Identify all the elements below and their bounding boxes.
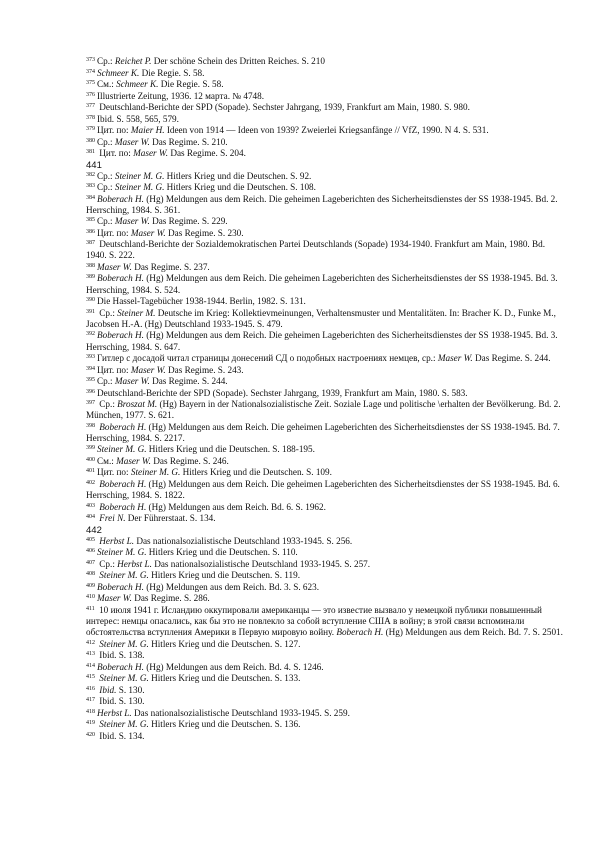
footnote-text: Hitlers Krieg und die Deutschen. S. 188-195. [146,444,315,455]
footnote-author: Steiner M. G. [114,182,165,192]
footnote-text: Ср.: [97,136,115,147]
footnote-text: Die Regie. S. 58. [158,79,224,89]
footnote-text: Das Regime. S. 204. [168,148,246,158]
footnote-author: Reichet P. [114,56,152,66]
footnote [86,593,564,604]
footnote [86,365,564,376]
footnote-number: 381 [86,149,95,155]
footnote-text: Hitlers Krieg und die Deutschen. S. 133. [148,673,301,684]
footnote [86,696,564,707]
footnote-text: Ср.: [97,307,118,318]
footnote-number: 399 [86,445,95,452]
footnote-author: Steiner M. G. [99,673,149,684]
footnote-number: 387 [86,240,95,247]
footnote [86,216,564,227]
footnote [86,194,564,216]
footnote [86,444,564,455]
footnote-author: Herbst L. [99,535,135,546]
footnote [86,650,564,661]
footnote-text: Ср.: [97,216,115,227]
footnote-number: 410 [86,594,95,601]
footnote-number: 389 [86,274,95,281]
footnote-text: (Hg) Bayern in der Nationalsozialistische Zeit. Soziale Lage und politische \erhalten der Bevölkerung. Bd. 2. München, 1977. S. 621. [86,399,561,421]
footnote-number: 386 [86,228,95,235]
footnote-author: Boberach H. [99,478,147,489]
footnote-text: Hitlers Krieg und die Deutschen. S. 127. [148,638,301,649]
footnote-text: (Hg) Meldungen aus dem Reich. Die geheimen Lageberichten des Sicherheitsdienstes der SS 1938-1945. Bd. 6. Herrsching, 1984. S. 1822. [86,478,560,501]
footnote [86,125,564,136]
footnote-author: Herbst L. [117,558,152,569]
footnote [86,719,564,730]
footnote-text: Das Regime. S. 244. [149,376,228,387]
footnote-author: Maser W. [97,261,132,272]
footnote-number: 379 [86,126,95,132]
footnote-number: 380 [86,137,95,144]
footnote-author: Steiner M. G. [97,444,147,455]
footnote-author: Maser W. [114,136,150,147]
footnote [86,467,564,478]
footnote-text: Das nationalsozialistische Deutschland 1933-1945. S. 259. [131,707,350,718]
footnote-text: Hitlers Krieg und die Deutschen. S. 108. [164,182,316,192]
footnote-text: Deutschland-Berichte der Sozialdemokratischen Partei Deutschlands (Sopade) 1934-1940. Frankfurt am Main, 1980. Bd. 1940. S. 222. [86,239,546,261]
footnote-author: Boberach H. [97,581,144,592]
footnote-text: См.: [97,79,117,89]
footnote-author: Boberach H. [97,273,144,284]
footnote-number: 407 [86,559,95,566]
footnote-author: Steiner M. G. [99,719,149,730]
footnote-text: Das Regime. S. 229. [149,216,228,227]
footnote-author: Maser W. [116,455,151,466]
footnote [86,102,564,113]
footnote-number: 391 [86,308,95,315]
footnote [86,513,564,524]
footnote-text: Das Regime. S. 286. [131,593,210,604]
footnote [86,228,564,239]
footnote-author: Boberach H. [99,421,147,432]
footnote-text: (Hg) Meldungen aus dem Reich. Bd. 6. S. 1962. [146,501,326,512]
footnote-number: 420 [86,731,95,738]
footnote [86,79,564,90]
footnote-number: 400 [86,456,95,463]
footnote-text: Ibid. S. 134. [97,730,145,741]
footnote-text: (Hg) Meldungen aus dem Reich. Die geheimen Lageberichten des Sicherheitsdienstes der SS 1938-1945. Bd. 2. Herrsching, 1984. S. 361. [86,193,558,215]
footnote-author: Boberach H. [97,661,144,672]
footnote-number: 374 [86,68,95,75]
footnote-author: Maser W. [437,353,473,364]
footnote-author: Schmeer K. [116,79,159,89]
footnote-number: 392 [86,331,95,338]
footnote-text: Das nationalsozialistische Deutschland 1933-1945. S. 256. [134,535,353,546]
footnote-text: Ср.: [97,376,115,387]
footnote-number: 402 [86,479,95,486]
footnote [86,570,564,581]
footnote [86,536,564,547]
footnote [86,605,564,639]
footnote-number: 385 [86,217,95,224]
footnote-text: Das Regime. S. 230. [165,227,244,238]
footnote [86,262,564,273]
footnote-author: Maser W. [133,148,169,158]
footnote-text: Die Hassel-Tagebücher 1938-1944. Berlin, 1982. S. 131. [97,296,306,307]
footnote [86,56,564,67]
footnote-number: 373 [86,57,95,63]
footnote [86,330,564,352]
footnote-text: Hitlers Krieg und die Deutschen. S. 109. [180,467,332,478]
footnote-text: Das nationalsozialistische Deutschland 1933-1945. S. 257. [151,558,371,569]
footnote-number: 396 [86,388,95,395]
footnote-number: 405 [86,536,95,543]
footnote [86,685,564,696]
footnote-author: Maser W. [114,376,150,387]
footnote [86,68,564,79]
footnote-text: 10 июля 1941 г. Исландию оккупировали американцы — это известие вызвало у немецкой публики повышенный интерес: немцы опасались, как бы это не повлекло за собой вступление США в войну; в этой связи вспоминали обстоятельства вступления Америки в Первую мировую войну. [86,604,542,638]
footnote-number: 411 [86,605,95,612]
footnote-text: Цит. по: [97,467,131,478]
footnote-author: Steiner M. G. [99,570,149,581]
footnote-text: (Hg) Meldungen aus dem Reich. Bd. 4. S. 1246. [143,661,324,672]
footnote-text: Deutschland-Berichte der SPD (Sopade). Sechster Jahrgang, 1939, Frankfurt am Main, 1980. S. 980. [97,102,470,112]
footnote-number: 383 [86,183,95,189]
footnote-author: Maser W. [130,364,166,375]
footnote-text: Illustrierte Zeitung, 1936. 12 марта. № 4748. [97,90,265,101]
footnote-number: 384 [86,194,95,201]
footnote-number: 393 [86,354,95,361]
footnote-text: Das Regime. S. 244. [472,353,551,364]
footnote-author: Maser W. [97,593,132,604]
footnote-author: Steiner M. G. [130,467,181,478]
footnote-number: 375 [86,80,95,86]
footnote-text: Hitlers Krieg und die Deutschen. S. 92. [164,170,312,181]
footnote-author: Steiner M. [117,307,156,318]
footnote-text: Hitlers Krieg und die Deutschen. S. 119. [148,570,301,581]
footnote-text: (Hg) Meldungen aus dem Reich. Die geheimen Lageberichten des Sicherheitsdienstes der SS 1938-1945. Bd. 7. Herrsching, 1984. S. 2217. [86,421,560,443]
footnote-number: 382 [86,171,95,178]
footnote-text: S. 130. [116,684,145,695]
footnote [86,182,564,193]
footnote-number: 404 [86,514,95,521]
footnote-number: 417 [86,697,95,704]
footnote-author: Ibid. [99,684,117,695]
page-number-marker: 442 [86,524,102,536]
footnote [86,273,564,295]
footnote-number: 419 [86,720,95,727]
footnote [86,456,564,467]
footnote-text: Ср.: [97,170,115,181]
footnote-author: Maser W. [130,227,166,238]
footnote-text: Der schöne Schein des Dritten Reiches. S. 210 [151,56,325,66]
footnote-number: 403 [86,502,95,509]
footnote-author: Steiner M. G. [114,170,165,181]
footnote-author: Boberach H. [99,501,147,512]
footnote-number: 398 [86,422,95,429]
footnote [86,376,564,387]
footnote-text: Ibid. S. 130. [97,696,145,707]
footnote-number: 394 [86,365,95,372]
footnote-text: Die Regie. S. 58. [139,67,205,78]
footnote-number: 414 [86,662,95,669]
footnote-number: 401 [86,468,95,475]
footnote-text: См.: [97,455,117,466]
footnote [86,296,564,307]
footnote [86,582,564,593]
footnote-text: Ср.: [97,56,115,66]
footnote [86,422,564,444]
footnote [86,547,564,558]
footnote-number: 408 [86,571,95,578]
footnote-text: Ср.: [97,558,118,569]
footnote [86,479,564,501]
footnote-text: Das Regime. S. 243. [165,364,244,375]
footnote [86,148,564,159]
footnote-number: 388 [86,262,95,269]
footnote [86,114,564,125]
footnote-text: (Hg) Meldungen aus dem Reich. Die geheimen Lageberichten des Sicherheitsdienstes der SS 1938-1945. Bd. 3. Herrsching, 1984. S. 524. [86,273,558,295]
footnote-author: Herbst L. [97,707,132,718]
footnotes-page [86,56,564,742]
footnote-number: 395 [86,377,95,384]
footnote-author: Boberach H. [97,193,144,204]
footnote-number: 415 [86,674,95,681]
footnote-text: Ср.: [97,399,118,410]
footnote-text: Гитлер с досадой читал страницы донесений СД о подобных настроениях немцев, ср.: [97,353,438,364]
footnote [86,639,564,650]
footnote [86,388,564,399]
footnote [86,502,564,513]
footnote-number: 378 [86,114,95,121]
footnote [86,308,564,330]
footnote-number: 376 [86,91,95,98]
footnote-text: (Hg) Meldungen aus dem Reich. Bd. 3. S. 623. [143,581,320,592]
footnote [86,559,564,570]
footnote [86,662,564,673]
footnote-text: Das Regime. S. 210. [149,136,228,147]
footnote [86,673,564,684]
footnote-text: (Hg) Meldungen aus dem Reich. Die geheimen Lageberichten des Sicherheitsdienstes der SS 1938-1945. Bd. 3. Herrsching, 1984. S. 647. [86,330,558,352]
footnote-author: Schmeer K. [97,67,140,78]
footnote-text: (Hg) Meldungen aus dem Reich. Bd. 7. S. 2501. [383,627,563,638]
footnote-text: Das Regime. S. 237. [131,261,210,272]
footnote-author: Frei N. [99,513,126,524]
footnote-text: Цит. по: [97,227,131,238]
footnote-number: 390 [86,297,95,304]
footnote [86,353,564,364]
footnote [86,399,564,421]
footnote-text: Ideen von 1914 — Ideen von 1939? Zweierlei Kriegsanfänge // VfZ, 1990. N 4. S. 531. [164,125,489,135]
footnote-author: Steiner M. G. [99,638,149,649]
footnote-author: Maser W. [114,216,150,227]
footnote-text: Hitlers Krieg und die Deutschen. S. 136. [148,719,301,730]
footnote-author: Boberach H. [336,627,384,638]
footnote [86,731,564,742]
footnote [86,708,564,719]
footnote-text: Ibid. S. 138. [97,650,145,661]
footnote-text: Hitlers Krieg und die Deutschen. S. 110. [146,547,298,558]
footnote [86,91,564,102]
footnote-author: Steiner M. G. [97,547,147,558]
footnote-number: 418 [86,708,95,715]
footnote-number: 412 [86,639,95,646]
footnote-number: 413 [86,651,95,658]
footnote-text: Deutschland-Berichte der SPD (Sopade). Sechster Jahrgang, 1939, Frankfurt am Main, 1980. S. 583. [97,387,468,398]
footnote-text: Цит. по: [97,148,134,158]
footnote-text: Цит. по: [97,125,131,135]
footnote-number: 416 [86,685,95,692]
footnote [86,171,564,182]
footnote-text: Ср.: [97,182,115,192]
footnote-text: Das Regime. S. 246. [150,455,229,466]
footnote-author: Broszat M. [117,399,158,410]
footnote-text: Ibid. S. 558, 565, 579. [97,113,179,124]
footnote-number: 409 [86,582,95,589]
footnote [86,239,564,261]
footnote-number: 406 [86,548,95,555]
footnote-text: Der Führerstaat. S. 134. [125,513,216,524]
footnote-author: Boberach H. [97,330,144,341]
footnote-text: Deutsche im Krieg: Kollektievmeinungen, Verhaltensmuster und Mentalitäten. In: Bracher K. D., Funke M., Jacobsen H.-A. (Hg) Deutschland 1933-1945. S. 479. [86,307,556,329]
footnote-author: Maier H. [130,125,165,135]
footnote [86,137,564,148]
footnote-number: 397 [86,400,95,407]
footnote-number: 377 [86,103,95,109]
page-number-marker: 441 [86,159,102,171]
footnote-text: Цит. по: [97,364,131,375]
